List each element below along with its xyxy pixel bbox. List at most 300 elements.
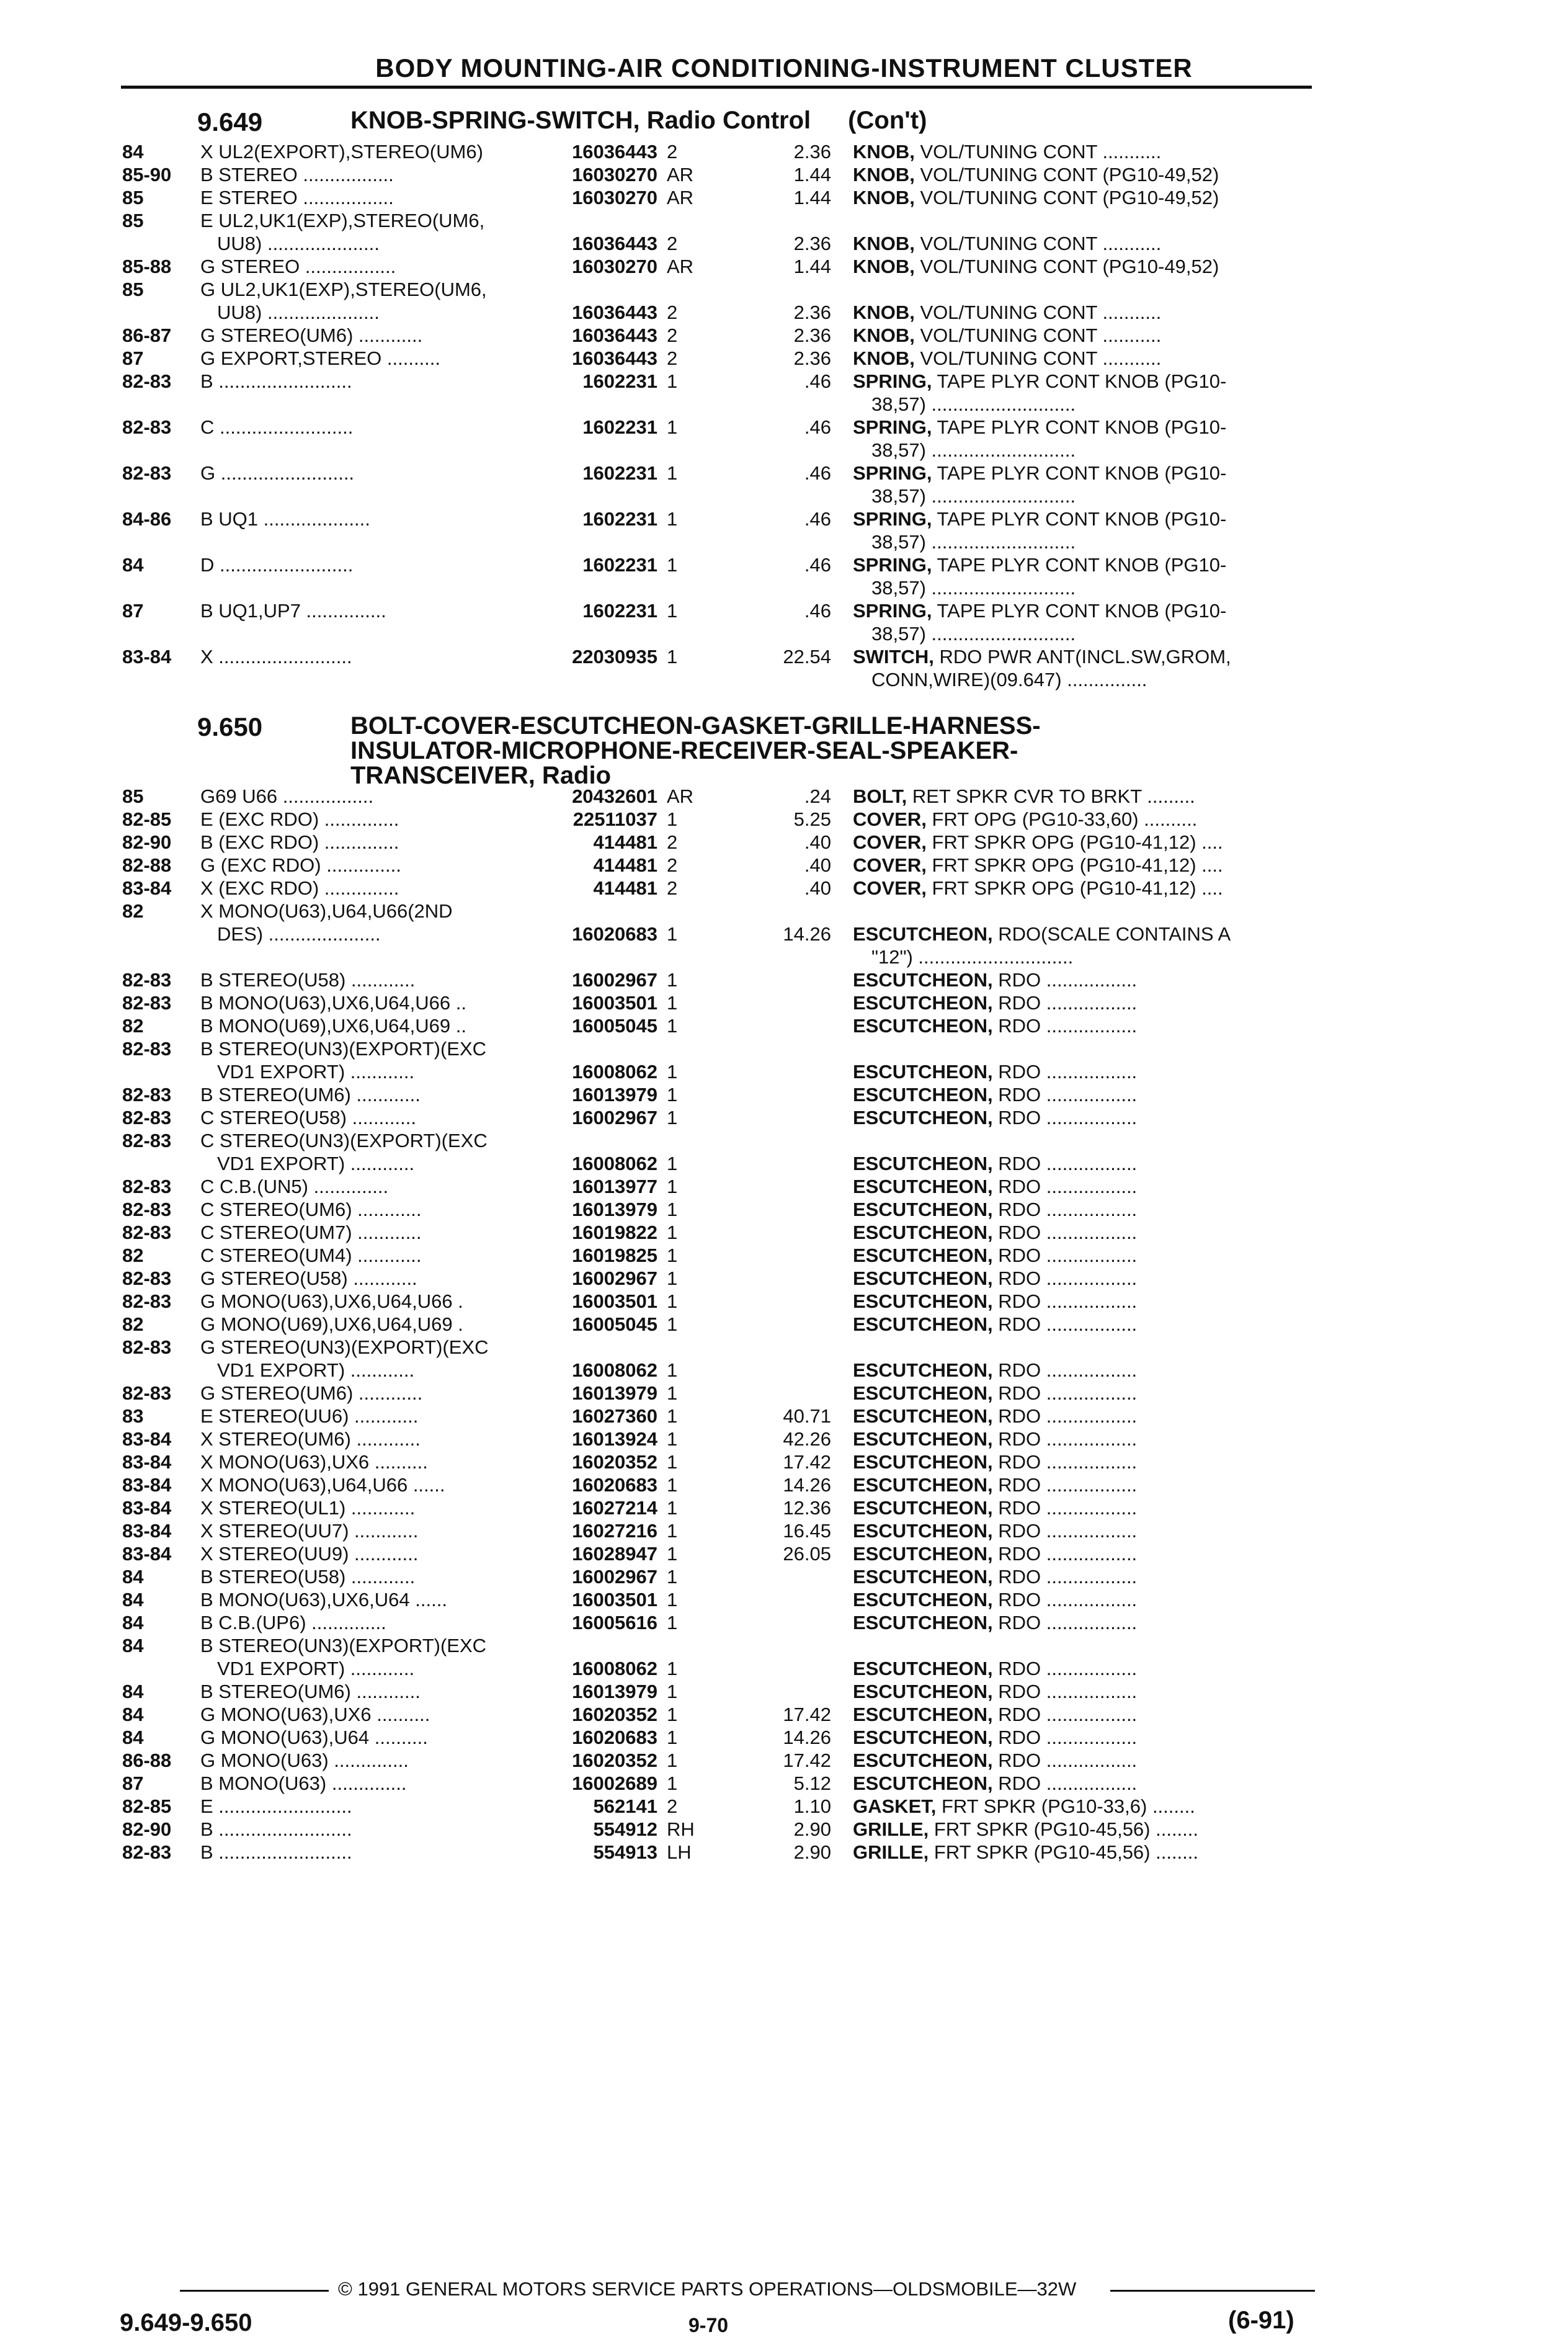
part-name: [853, 140, 1315, 163]
application-description: [200, 808, 535, 831]
title-rule: [121, 86, 1312, 89]
part-name: [853, 1726, 1315, 1749]
application-description: [200, 877, 535, 900]
price: 1.44: [793, 164, 831, 185]
part-name-line: [853, 1565, 1315, 1588]
part-detail: RDO .................: [992, 1061, 1138, 1083]
part-noun: ESCUTCHEON,: [853, 1658, 993, 1679]
part-name-line: [853, 1841, 1315, 1864]
part-number: 16002967: [572, 1107, 657, 1128]
part-name: [853, 1841, 1315, 1864]
model-year: 85: [122, 785, 144, 807]
model-year: 82-83: [122, 992, 172, 1014]
part-name: [853, 1657, 1315, 1680]
description-line: C STEREO(UM7) ............: [200, 1222, 422, 1243]
quantity: 2: [667, 233, 678, 254]
part-number: 16008062: [572, 1658, 657, 1679]
model-year: 82: [122, 900, 144, 922]
table-row: [0, 1634, 1568, 1684]
application-description: [200, 1037, 535, 1083]
part-number: 16019825: [572, 1244, 657, 1266]
part-noun: ESCUTCHEON,: [853, 1704, 993, 1725]
description-line: B UQ1 ....................: [200, 508, 370, 530]
part-detail: RDO .................: [992, 1428, 1138, 1450]
part-noun: ESCUTCHEON,: [853, 1244, 993, 1266]
application-description: [200, 1428, 535, 1450]
description-line: B STEREO(UN3)(EXPORT)(EXC: [200, 1635, 487, 1656]
part-name-line: CONN,WIRE)(09.647) ...............: [871, 669, 1147, 690]
part-name: [853, 1772, 1315, 1795]
part-name-line: 38,57) ...........................: [871, 531, 1076, 553]
part-name-line: [853, 1542, 1315, 1565]
part-name: [853, 831, 1315, 854]
part-detail: FRT SPKR OPG (PG10-41,12) ....: [926, 854, 1223, 876]
part-number: 16036443: [572, 141, 657, 163]
part-noun: ESCUTCHEON,: [853, 1497, 993, 1519]
part-name-line: [853, 1496, 1315, 1519]
model-year: 82: [122, 1244, 144, 1266]
price: .46: [804, 508, 831, 530]
model-year: 87: [122, 1772, 144, 1794]
description-line: C STEREO(UM4) ............: [200, 1244, 422, 1266]
model-year: 84: [122, 1612, 144, 1633]
part-detail: RDO .................: [992, 1015, 1138, 1037]
part-name-line: [853, 1359, 1315, 1382]
part-name: [853, 1542, 1315, 1565]
model-year: 83-84: [122, 877, 172, 899]
part-name: [853, 645, 1315, 691]
description-line: C STEREO(UM6) ............: [200, 1199, 422, 1220]
description-line: B STEREO(U58) ............: [200, 969, 416, 991]
part-number: 554913: [593, 1841, 657, 1863]
part-name-line: 38,57) ...........................: [871, 577, 1076, 599]
part-detail: TAPE PLYR CONT KNOB (PG10-: [932, 370, 1227, 392]
quantity: 1: [667, 1405, 678, 1427]
part-number: 16030270: [572, 256, 657, 277]
part-name: [853, 163, 1315, 186]
table-row: [0, 900, 1568, 968]
part-name-line: [853, 1175, 1315, 1198]
section-title-9-649: [350, 108, 927, 133]
model-year: 85: [122, 279, 144, 300]
quantity: 1: [667, 1704, 678, 1725]
model-year: 86-88: [122, 1749, 172, 1771]
part-number: 16036443: [572, 324, 657, 346]
part-name-line: [853, 1428, 1315, 1450]
part-noun: ESCUTCHEON,: [853, 1612, 993, 1633]
quantity: 1: [667, 1153, 678, 1174]
quantity: RH: [667, 1818, 695, 1840]
section-title-line: INSULATOR-MICROPHONE-RECEIVER-SEAL-SPEAKER-: [350, 737, 1018, 764]
model-year: 83-84: [122, 1428, 172, 1450]
quantity: 1: [667, 969, 678, 991]
part-detail: VOL/TUNING CONT ...........: [914, 324, 1162, 346]
part-noun: SPRING,: [853, 416, 932, 438]
part-name: [853, 1382, 1315, 1405]
part-number: 16005045: [572, 1015, 657, 1037]
part-number: 16008062: [572, 1153, 657, 1174]
description-line: B STEREO .................: [200, 164, 394, 185]
description-line: X MONO(U63),UX6 ..........: [200, 1451, 428, 1473]
application-description: [200, 1519, 535, 1542]
model-year: 82-90: [122, 1818, 172, 1840]
application-description: [200, 1290, 535, 1313]
part-number: 1602231: [582, 462, 657, 484]
part-number: 16013979: [572, 1084, 657, 1106]
part-number: 16003501: [572, 1589, 657, 1611]
part-name-line: [853, 347, 1315, 370]
part-detail: RDO .................: [992, 992, 1138, 1014]
part-name: [853, 1565, 1315, 1588]
part-name-line: [853, 1611, 1315, 1634]
application-description: [200, 1336, 535, 1382]
part-name: [853, 370, 1315, 416]
part-number: 16036443: [572, 347, 657, 369]
application-description: [200, 1313, 535, 1336]
description-line: E STEREO .................: [200, 187, 394, 208]
price: 14.26: [783, 1727, 831, 1748]
part-name-line: [853, 1267, 1315, 1290]
part-noun: KNOB,: [853, 256, 915, 277]
price: .46: [804, 600, 831, 622]
part-number: 16008062: [572, 1061, 657, 1083]
model-year: 87: [122, 347, 144, 369]
part-detail: RDO .................: [992, 1727, 1138, 1748]
application-description: [200, 553, 535, 576]
price: 14.26: [783, 923, 831, 945]
part-name-line: [853, 1244, 1315, 1267]
part-name: [853, 785, 1315, 808]
model-year: 82-90: [122, 831, 172, 853]
part-noun: SWITCH,: [853, 646, 934, 668]
description-line: G MONO(U63),UX6 ..........: [200, 1704, 430, 1725]
application-description: [200, 785, 535, 808]
description-line: G MONO(U63) ..............: [200, 1749, 409, 1771]
application-description: [200, 1841, 535, 1864]
part-name: [853, 1473, 1315, 1496]
part-noun: ESCUTCHEON,: [853, 1428, 993, 1450]
price: 2.36: [793, 324, 831, 346]
description-line: G STEREO(UN3)(EXPORT)(EXC: [200, 1336, 489, 1358]
part-name: [853, 186, 1315, 209]
part-noun: SPRING,: [853, 554, 932, 576]
price: 22.54: [783, 646, 831, 668]
application-description: [200, 1382, 535, 1405]
model-year: 84: [122, 1566, 144, 1588]
part-noun: ESCUTCHEON,: [853, 1222, 993, 1243]
description-line: G UL2,UK1(EXP),STEREO(UM6,: [200, 279, 487, 300]
section-title-line: BOLT-COVER-ESCUTCHEON-GASKET-GRILLE-HARNESS-: [350, 712, 1041, 740]
part-name-line: [853, 1795, 1315, 1818]
model-year: 83-84: [122, 1497, 172, 1519]
part-name-line: [853, 968, 1315, 991]
part-detail: RDO .................: [992, 1658, 1138, 1679]
model-year: 82: [122, 1015, 144, 1037]
description-line: X MONO(U63),U64,U66(2ND: [200, 900, 453, 922]
part-detail: RDO .................: [992, 1359, 1138, 1381]
part-name-line: 38,57) ...........................: [871, 623, 1076, 645]
part-number: 1602231: [582, 600, 657, 622]
quantity: AR: [667, 256, 694, 277]
model-year: 83: [122, 1405, 144, 1427]
model-year: 82-83: [122, 370, 172, 392]
part-detail: VOL/TUNING CONT (PG10-49,52): [914, 187, 1219, 208]
model-year: 82-83: [122, 416, 172, 438]
part-noun: ESCUTCHEON,: [853, 1107, 993, 1128]
quantity: 1: [667, 554, 678, 576]
table-row: [0, 209, 1568, 259]
description-line: G STEREO .................: [200, 256, 396, 277]
application-description: [200, 1818, 535, 1841]
price: 2.90: [793, 1841, 831, 1863]
part-name-line: [853, 553, 1315, 576]
application-description: [200, 324, 535, 347]
part-number: 16002967: [572, 969, 657, 991]
section-title-text: KNOB-SPRING-SWITCH, Radio Control: [350, 107, 811, 134]
part-noun: ESCUTCHEON,: [853, 1520, 993, 1542]
table-row: [0, 553, 1568, 603]
price: .24: [804, 785, 831, 807]
description-line: B .........................: [200, 1818, 352, 1840]
part-name: [853, 1359, 1315, 1382]
quantity: 1: [667, 923, 678, 945]
price: .40: [804, 831, 831, 853]
part-name-line: [853, 831, 1315, 854]
part-noun: ESCUTCHEON,: [853, 1681, 993, 1702]
description-line: VD1 EXPORT) ............: [217, 1658, 415, 1679]
description-line: G MONO(U63),U64 ..........: [200, 1727, 428, 1748]
part-noun: ESCUTCHEON,: [853, 1359, 993, 1381]
part-name-line: [853, 416, 1315, 439]
part-number: 16020683: [572, 1474, 657, 1496]
description-line: C STEREO(UN3)(EXPORT)(EXC: [200, 1130, 488, 1151]
quantity: AR: [667, 785, 694, 807]
section-continued-label: (Con't): [848, 107, 927, 134]
description-line: B STEREO(U58) ............: [200, 1566, 416, 1588]
price: 5.12: [793, 1772, 831, 1794]
part-noun: ESCUTCHEON,: [853, 1176, 993, 1197]
application-description: [200, 163, 535, 186]
part-name-line: [853, 232, 1315, 255]
part-name-line: [853, 1060, 1315, 1083]
price: .46: [804, 462, 831, 484]
part-detail: FRT SPKR OPG (PG10-41,12) ....: [926, 877, 1223, 899]
part-detail: RDO .................: [992, 1176, 1138, 1197]
model-year: 83-84: [122, 1451, 172, 1473]
part-name: [853, 1818, 1315, 1841]
application-description: [200, 1267, 535, 1290]
price: 40.71: [783, 1405, 831, 1427]
description-line: C STEREO(U58) ............: [200, 1107, 416, 1128]
part-noun: ESCUTCHEON,: [853, 1727, 993, 1748]
part-number: 16013979: [572, 1382, 657, 1404]
application-description: [200, 462, 535, 485]
description-line: C .........................: [200, 416, 354, 438]
price: 5.25: [793, 808, 831, 830]
application-description: [200, 645, 535, 668]
part-name: [853, 507, 1315, 553]
part-detail: VOL/TUNING CONT ...........: [914, 347, 1162, 369]
description-line: E STEREO(UU6) ............: [200, 1405, 419, 1427]
application-description: [200, 1221, 535, 1244]
part-detail: FRT SPKR (PG10-45,56) ........: [929, 1818, 1199, 1840]
model-year: 85-88: [122, 256, 172, 277]
model-year: 83-84: [122, 646, 172, 668]
part-detail: RDO .................: [992, 1474, 1138, 1496]
part-number: 16036443: [572, 233, 657, 254]
price: 16.45: [783, 1520, 831, 1542]
part-noun: COVER,: [853, 877, 927, 899]
model-year: 83-84: [122, 1520, 172, 1542]
part-name-line: [853, 324, 1315, 347]
price: .46: [804, 416, 831, 438]
application-description: [200, 1749, 535, 1772]
part-detail: FRT SPKR (PG10-45,56) ........: [929, 1841, 1199, 1863]
application-description: [200, 1680, 535, 1703]
part-noun: ESCUTCHEON,: [853, 1749, 993, 1771]
part-detail: TAPE PLYR CONT KNOB (PG10-: [932, 462, 1227, 484]
part-name-line: [853, 991, 1315, 1014]
part-number: 16020352: [572, 1749, 657, 1771]
part-number: 16019822: [572, 1222, 657, 1243]
application-description: [200, 1198, 535, 1221]
part-noun: SPRING,: [853, 462, 932, 484]
part-name: [853, 1290, 1315, 1313]
part-number: 16003501: [572, 1290, 657, 1312]
part-name-line: [853, 1313, 1315, 1336]
model-year: 82-83: [122, 1107, 172, 1128]
quantity: 1: [667, 1772, 678, 1794]
model-year: 82-83: [122, 1267, 172, 1289]
part-number: 16013979: [572, 1199, 657, 1220]
part-name: [853, 1703, 1315, 1726]
description-line: B MONO(U63),UX6,U64 ......: [200, 1589, 447, 1611]
part-noun: ESCUTCHEON,: [853, 1405, 993, 1427]
part-number: 16005616: [572, 1612, 657, 1633]
application-description: [200, 1726, 535, 1749]
part-detail: RDO .................: [992, 1497, 1138, 1519]
application-description: [200, 599, 535, 622]
table-row: [0, 507, 1568, 557]
price: 1.10: [793, 1795, 831, 1817]
part-name-line: [853, 186, 1315, 209]
quantity: 1: [667, 646, 678, 668]
quantity: 1: [667, 1313, 678, 1335]
part-name-line: [853, 1014, 1315, 1037]
part-noun: ESCUTCHEON,: [853, 1015, 993, 1037]
part-name-line: [853, 255, 1315, 278]
quantity: 2: [667, 302, 678, 323]
application-description: [200, 991, 535, 1014]
part-detail: RDO .................: [992, 969, 1138, 991]
application-description: [200, 347, 535, 370]
part-detail: VOL/TUNING CONT ...........: [914, 233, 1162, 254]
application-description: [200, 1129, 535, 1175]
part-number: 16002967: [572, 1566, 657, 1588]
price: 2.36: [793, 141, 831, 163]
application-description: [200, 255, 535, 278]
part-name-line: [853, 370, 1315, 393]
price: 2.36: [793, 302, 831, 323]
part-name: [853, 324, 1315, 347]
part-number: 16003501: [572, 992, 657, 1014]
model-year: 82-83: [122, 1222, 172, 1243]
part-noun: SPRING,: [853, 600, 932, 622]
description-line: DES) .....................: [217, 923, 381, 945]
description-line: G STEREO(U58) ............: [200, 1267, 417, 1289]
part-name-line: [853, 1405, 1315, 1428]
part-name-line: [853, 1382, 1315, 1405]
description-line: VD1 EXPORT) ............: [217, 1061, 415, 1083]
description-line: D .........................: [200, 554, 354, 576]
part-noun: KNOB,: [853, 164, 915, 185]
model-year: 85: [122, 210, 144, 231]
part-detail: RDO .................: [992, 1290, 1138, 1312]
application-description: [200, 278, 535, 324]
part-name-line: [853, 1450, 1315, 1473]
model-year: 84: [122, 141, 144, 163]
part-noun: SPRING,: [853, 370, 932, 392]
application-description: [200, 1083, 535, 1106]
application-description: [200, 140, 535, 163]
application-description: [200, 1014, 535, 1037]
footer-section-range: 9.649-9.650: [120, 2309, 252, 2336]
price: 17.42: [783, 1451, 831, 1473]
description-line: E .........................: [200, 1795, 352, 1817]
part-detail: RDO .................: [992, 1451, 1138, 1473]
part-detail: VOL/TUNING CONT ...........: [914, 141, 1162, 163]
part-noun: ESCUTCHEON,: [853, 1589, 993, 1611]
part-detail: RDO .................: [992, 1244, 1138, 1266]
part-name-line: [853, 599, 1315, 622]
part-number: 16013924: [572, 1428, 657, 1450]
part-name-line: [853, 1519, 1315, 1542]
model-year: 85-90: [122, 164, 172, 185]
description-line: G STEREO(UM6) ............: [200, 1382, 423, 1404]
part-detail: RDO .................: [992, 1772, 1138, 1794]
application-description: [200, 1588, 535, 1611]
part-name-line: [853, 785, 1315, 808]
part-detail: RDO .................: [992, 1704, 1138, 1725]
section-title-line: TRANSCEIVER, Radio: [350, 762, 612, 789]
part-number: 1602231: [582, 370, 657, 392]
part-noun: KNOB,: [853, 324, 915, 346]
part-name-line: [853, 808, 1315, 831]
part-detail: RDO PWR ANT(INCL.SW,GROM,: [933, 646, 1231, 668]
part-noun: ESCUTCHEON,: [853, 1772, 993, 1794]
model-year: 82-83: [122, 1382, 172, 1404]
description-line: VD1 EXPORT) ............: [217, 1359, 415, 1381]
quantity: 1: [667, 1199, 678, 1220]
quantity: 1: [667, 1681, 678, 1702]
part-name-line: [853, 301, 1315, 324]
part-noun: ESCUTCHEON,: [853, 1290, 993, 1312]
quantity: 2: [667, 141, 678, 163]
application-description: [200, 1542, 535, 1565]
description-line: E (EXC RDO) ..............: [200, 808, 399, 830]
table-row: [0, 416, 1568, 465]
description-line: B STEREO(UM6) ............: [200, 1084, 421, 1106]
table-row: [0, 1129, 1568, 1179]
quantity: 1: [667, 370, 678, 392]
quantity: 1: [667, 1015, 678, 1037]
model-year: 83-84: [122, 1543, 172, 1565]
quantity: 1: [667, 416, 678, 438]
section-title-9-650: [350, 713, 1041, 788]
application-description: [200, 1634, 535, 1680]
price: 2.90: [793, 1818, 831, 1840]
footer-date: (6-91): [1228, 2307, 1294, 2334]
